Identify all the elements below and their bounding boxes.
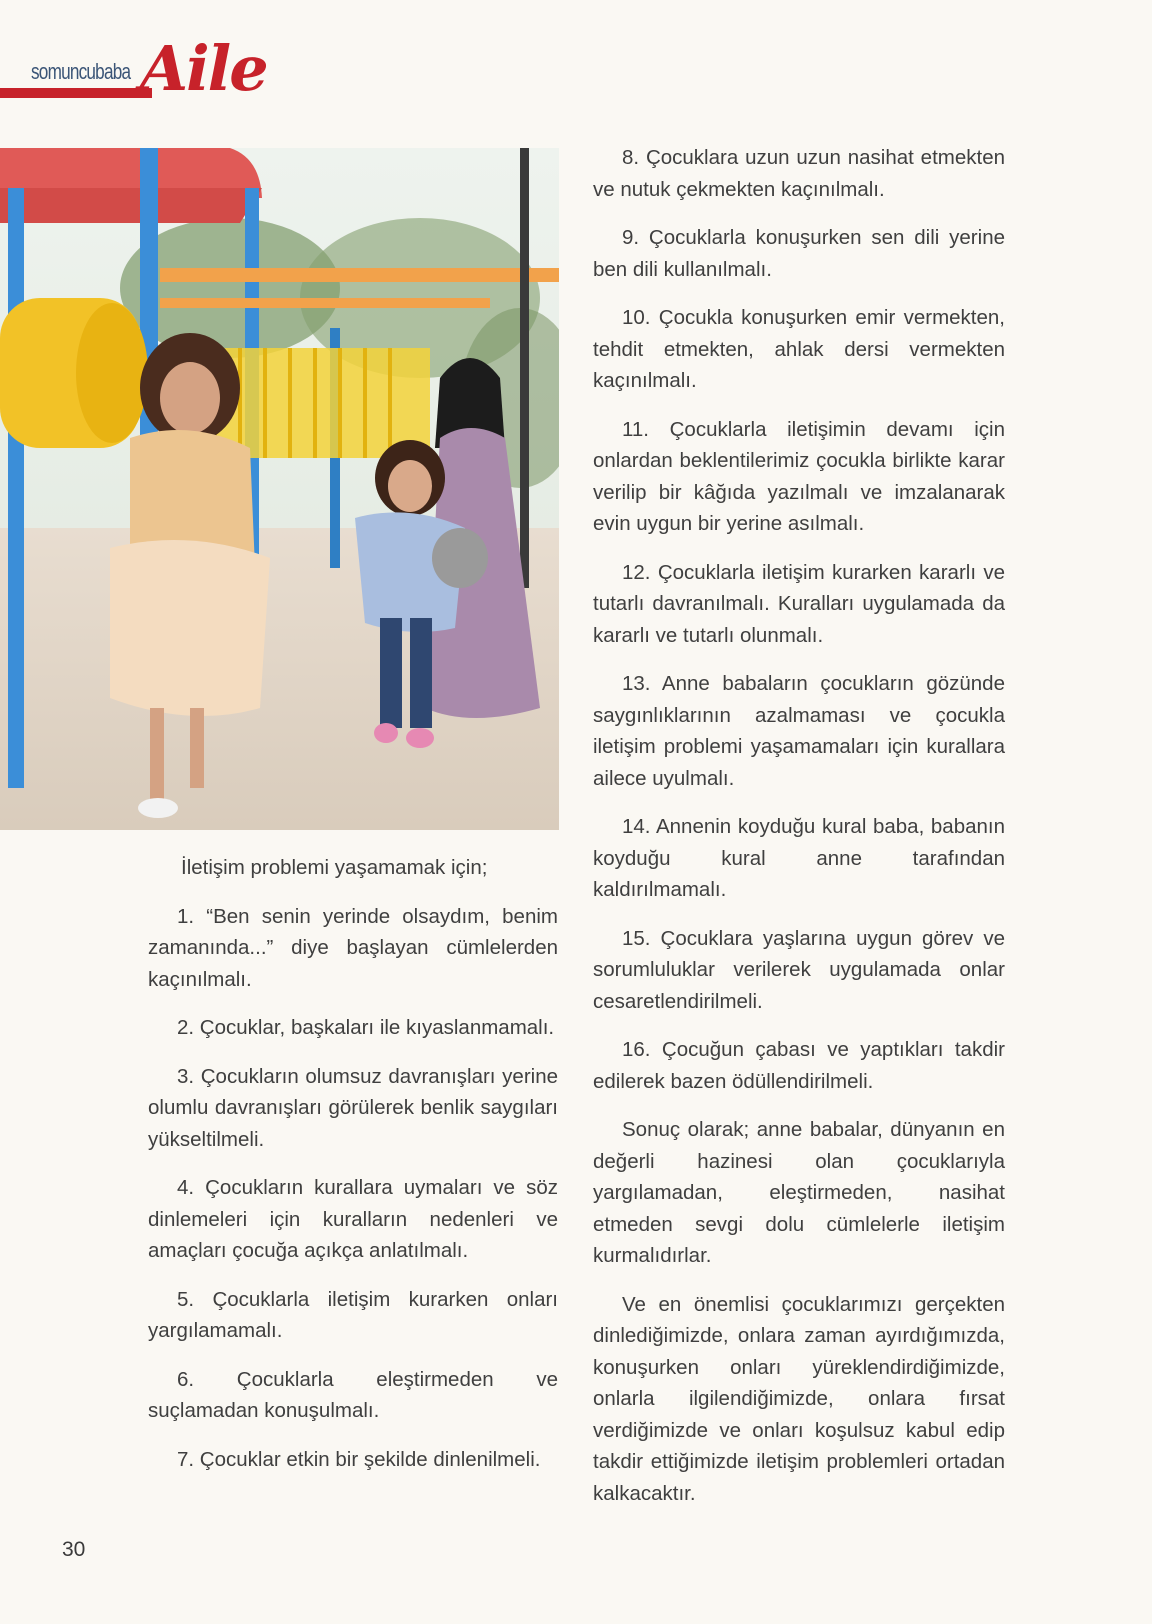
list-item: 10. Çocukla konuşurken emir vermekten, tehdit etmekten, ahlak dersi vermekten kaçınılmalı. (593, 306, 1005, 392)
list-item: 9. Çocuklarla konuşurken sen dili yerine ben dili kullanılmalı. (593, 226, 1005, 281)
list-item: 7. Çocuklar etkin bir şekilde dinlenilmeli. (177, 1447, 541, 1471)
list-item: 13. Anne babaların çocukların gözünde saygınlıklarının azalmaması ve çocukla iletişim problemi yaşamamaları için kurallara ailece uyulmalı. (593, 672, 1005, 790)
list-item: 14. Annenin koyduğu kural baba, babanın koyduğu kural anne tarafından kaldırılmamalı. (593, 815, 1005, 901)
list-item: 4. Çocukların kurallara uymaları ve söz dinlemeleri için kuralların nedenleri ve amaçları çocuğa açıkça anlatılmalı. (148, 1176, 558, 1262)
list-item: 3. Çocukların olumsuz davranışları yerine olumlu davranışları görülerek benlik saygıları yükseltilmeli. (148, 1064, 558, 1151)
playground-illustration (0, 148, 559, 830)
brand-name-part-1: somuncu (31, 59, 96, 84)
list-item: 2. Çocuklar, başkaları ile kıyaslanmamalı. (177, 1016, 555, 1039)
page-number: 30 (62, 1538, 86, 1561)
brand-logo (0, 32, 267, 108)
brand-name-small (31, 59, 130, 85)
brand-name-part-2: baba (95, 59, 131, 84)
conclusion-paragraph: Sonuç olarak; anne babalar, dünyanın en değerli hazinesi olan çocuklarıyla yargılamadan, eleştirmeden, nasihat etmeden sevgi dolu cümlelerle iletişim kurmalıdırlar. (593, 1118, 1005, 1267)
playground-photo (0, 148, 559, 830)
list-item: 5. Çocuklarla iletişim kurarken onları yargılamamalı. (148, 1287, 558, 1342)
brand-red-bar (0, 88, 152, 98)
left-text-column (148, 852, 558, 1492)
brand-name-aile: Aile (140, 32, 267, 105)
list-item: 1. “Ben senin yerinde olsaydım, benim zamanında...” diye başlayan cümlelerden kaçınılmalı. (148, 904, 558, 991)
list-item: 6. Çocuklarla eleştirmeden ve suçlamadan konuşulmalı. (148, 1367, 558, 1422)
list-item: 11. Çocuklarla iletişimin devamı için onlardan beklentilerimiz çocukla birlikte karar verilip bir kâğıda yazılmalı ve imzalanarak evin uygun bir yerine asılmalı. (593, 417, 1005, 535)
list-item: 12. Çocuklarla iletişim kurarken kararlı ve tutarlı davranılmalı. Kuralları uygulamada da kararlı ve tutarlı olunmalı. (593, 560, 1005, 647)
list-item: 8. Çocuklara uzun uzun nasihat etmekten ve nutuk çekmekten kaçınılmalı. (593, 146, 1005, 201)
list-item: 16. Çocuğun çabası ve yaptıkları takdir edilerek bazen ödüllendirilmeli. (593, 1038, 1005, 1093)
list-item: 15. Çocuklara yaşlarına uygun görev ve sorumluluklar verilerek uygulamada onlar cesaretlendirilmeli. (593, 926, 1005, 1013)
right-text-column (593, 142, 1005, 1526)
intro-paragraph: İletişim problemi yaşamamak için; (181, 856, 488, 879)
conclusion-paragraph: Ve en önemlisi çocuklarımızı gerçekten dinlediğimizde, onlara zaman ayırdığımızda, konuşurken onları yüreklendirdiğimizde, onlarla ilgilendiğimizde, onlara fırsat verdiğimizde ve onları koşulsuz kabul edip takdir ettiğimizde iletişim problemleri ortadan kalkacaktır. (593, 1292, 1005, 1505)
